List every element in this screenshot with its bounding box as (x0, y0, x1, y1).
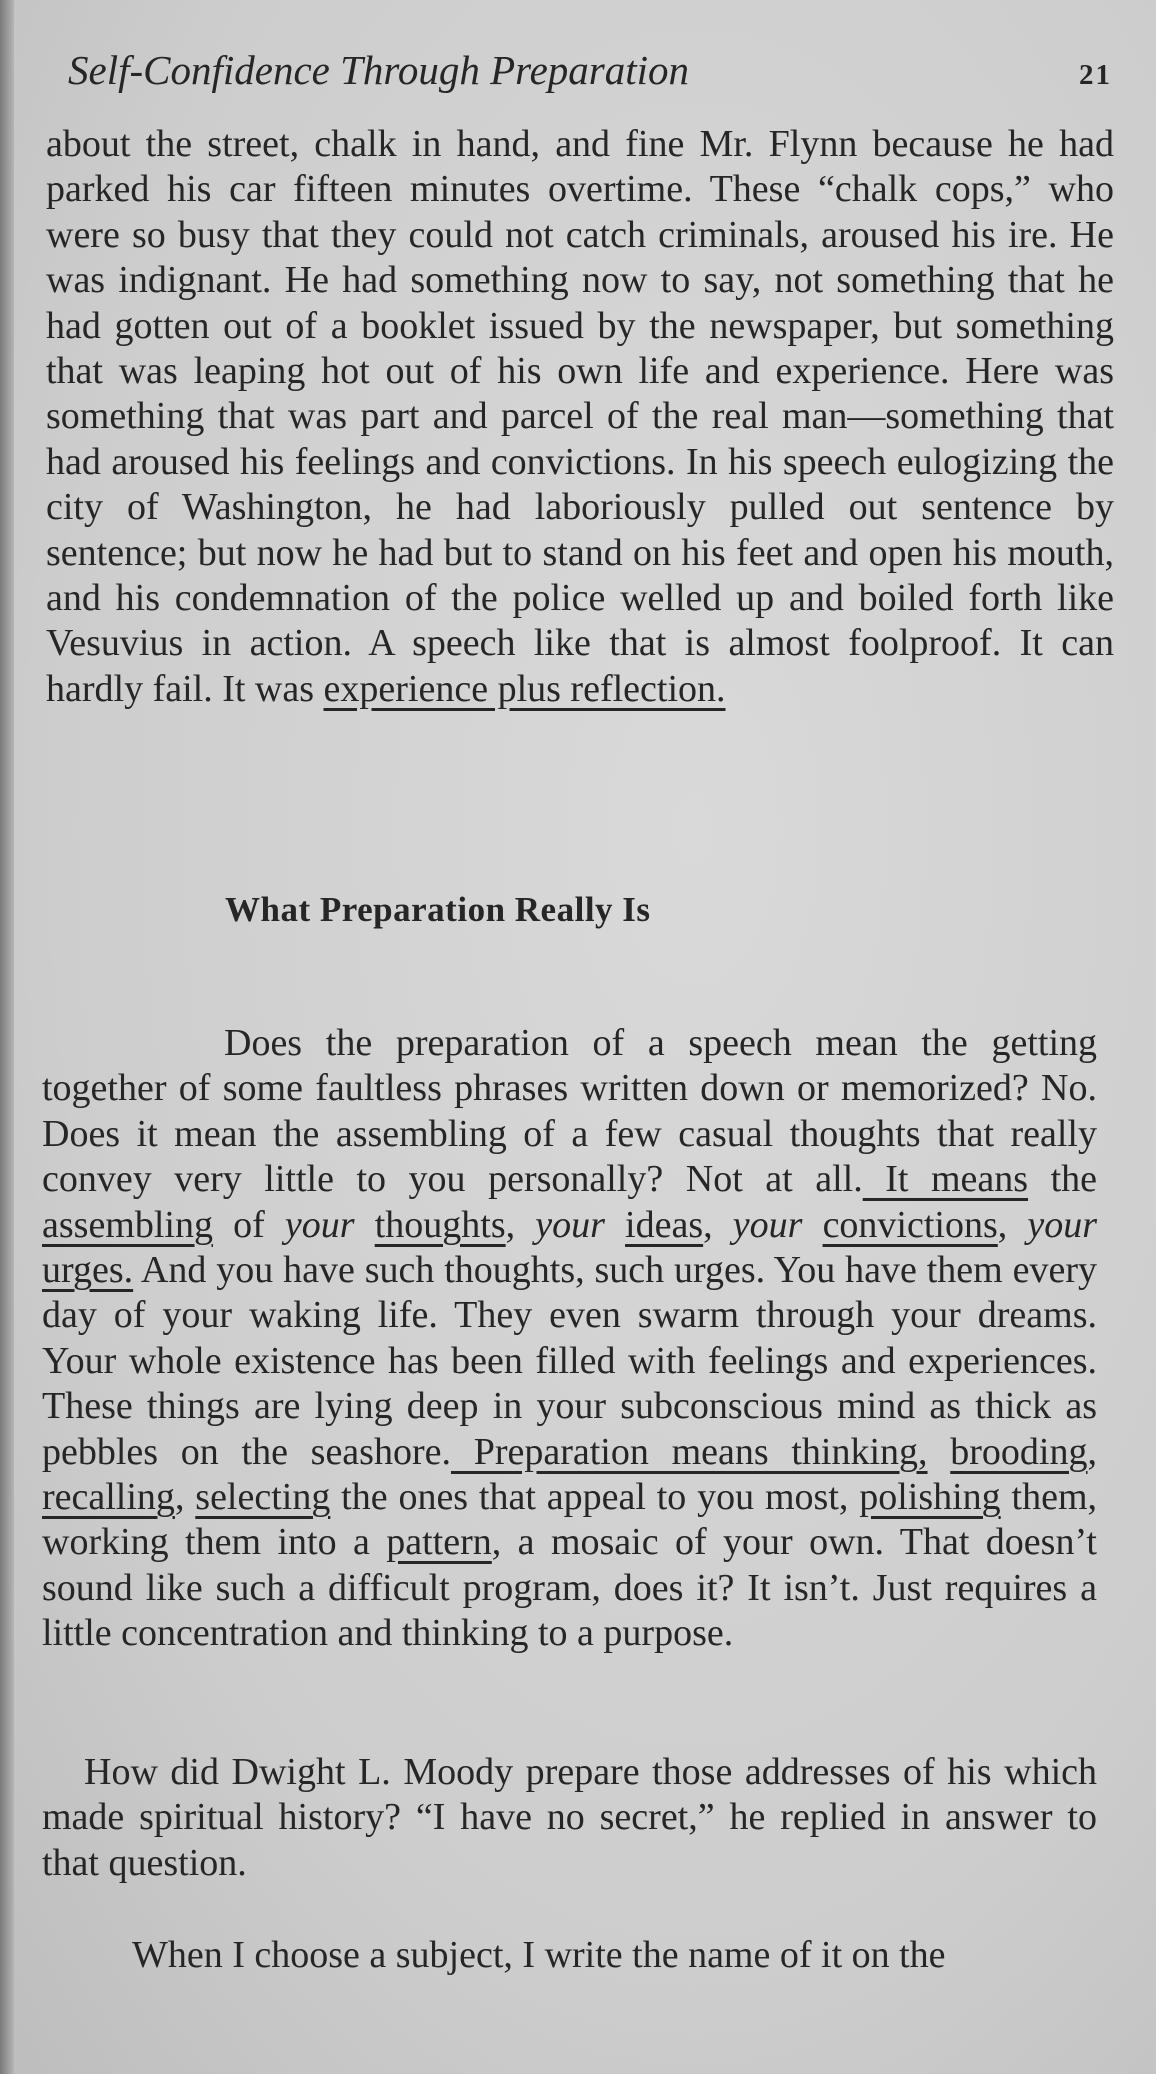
paragraph-2 (42, 1021, 1097, 1657)
text-run: the ones that appeal to you most, (330, 1476, 860, 1519)
text-run: of (212, 1203, 285, 1246)
text-run: , (997, 1203, 1028, 1246)
underlined-word: polishing (859, 1476, 1001, 1519)
underlined-phrase: experience plus reflection. (323, 667, 726, 710)
text-run: , (505, 1203, 536, 1246)
underlined-word: convictions (822, 1203, 998, 1246)
text-run: , (1087, 1430, 1097, 1473)
underlined-word: urges. (42, 1249, 134, 1292)
underlined-word: ideas (625, 1203, 704, 1246)
underlined-word: assembling (42, 1203, 213, 1246)
section-heading: What Preparation Really Is (225, 890, 651, 929)
text-run (928, 1431, 951, 1473)
underlined-phrase: It means (862, 1158, 1029, 1201)
italic-word: your (1027, 1203, 1098, 1246)
paragraph-3: How did Dwight L. Moody prepare those addresses of his which made spiritual history? “I have no secret,” he replied in answer to that question. (42, 1751, 1097, 1884)
text-run: the (1028, 1158, 1097, 1201)
italic-word: your (284, 1203, 355, 1246)
italic-word: your (535, 1203, 605, 1246)
text-run: Does the preparation of a speech mean the getting together of some faultless phrases written down or memorized? No. Does it mean the assembling of a few casual thoughts that really convey very little to you personally? Not at all. (42, 1022, 1097, 1201)
page-header (68, 46, 1112, 102)
paragraph-1 (46, 122, 1114, 712)
block-quote: When I choose a subject, I write the name of it on the (132, 1934, 946, 1976)
body-text (46, 122, 1114, 712)
underlined-word: thoughts (374, 1203, 506, 1246)
paragraph-1-text: about the street, chalk in hand, and fine Mr. Flynn because he had parked his car fifteen minutes overtime. These “chalk cops,” who were so busy that they could not catch criminals, aroused his ire. He was indignant. He had something now to say, not something that he had gotten out of a booklet issued by the newspaper, but something that was leaping hot out of his own life and experience. Here was something that was part and parcel of the real man—something that had aroused his feelings and convictions. In his speech eulogizing the city of Washington, he had laboriously pulled out sentence by sentence; but now he had but to stand on his feet and open his mouth, and his condemnation of the police welled up and boiled forth like Vesuvius in action. A speech like that is almost foolproof. It can hardly fail. It was (46, 123, 1114, 710)
page-number: 21 (1079, 59, 1112, 91)
text-run (802, 1204, 822, 1246)
underlined-word: selecting (195, 1476, 331, 1519)
underlined-phrase: Preparation means thinking, (450, 1430, 928, 1473)
text-run: And you have such thoughts, such urges. You have them every day of your waking life. They even swarm through your dreams. Your whole existence has been filled with feelings and experiences. These things are lying deep in your subconscious mind as thick as pebbles on the seashore. (42, 1249, 1097, 1473)
text-run (355, 1204, 375, 1246)
running-title: Self-Confidence Through Preparation (68, 47, 690, 93)
text-run: , a mosaic of your own. That doesn’t sound like such a difficult program, does it? It isn’t. Just requires a little concentration and thinking to a purpose. (42, 1521, 1097, 1655)
underlined-word: brooding (950, 1430, 1088, 1473)
text-run: , (703, 1203, 733, 1246)
underlined-word: pattern (386, 1521, 492, 1564)
text-run: them, working them into a (42, 1476, 1098, 1564)
italic-word: your (732, 1203, 803, 1246)
text-run (605, 1204, 625, 1246)
text-run: , (174, 1476, 196, 1519)
underlined-word: recalling (42, 1476, 175, 1519)
